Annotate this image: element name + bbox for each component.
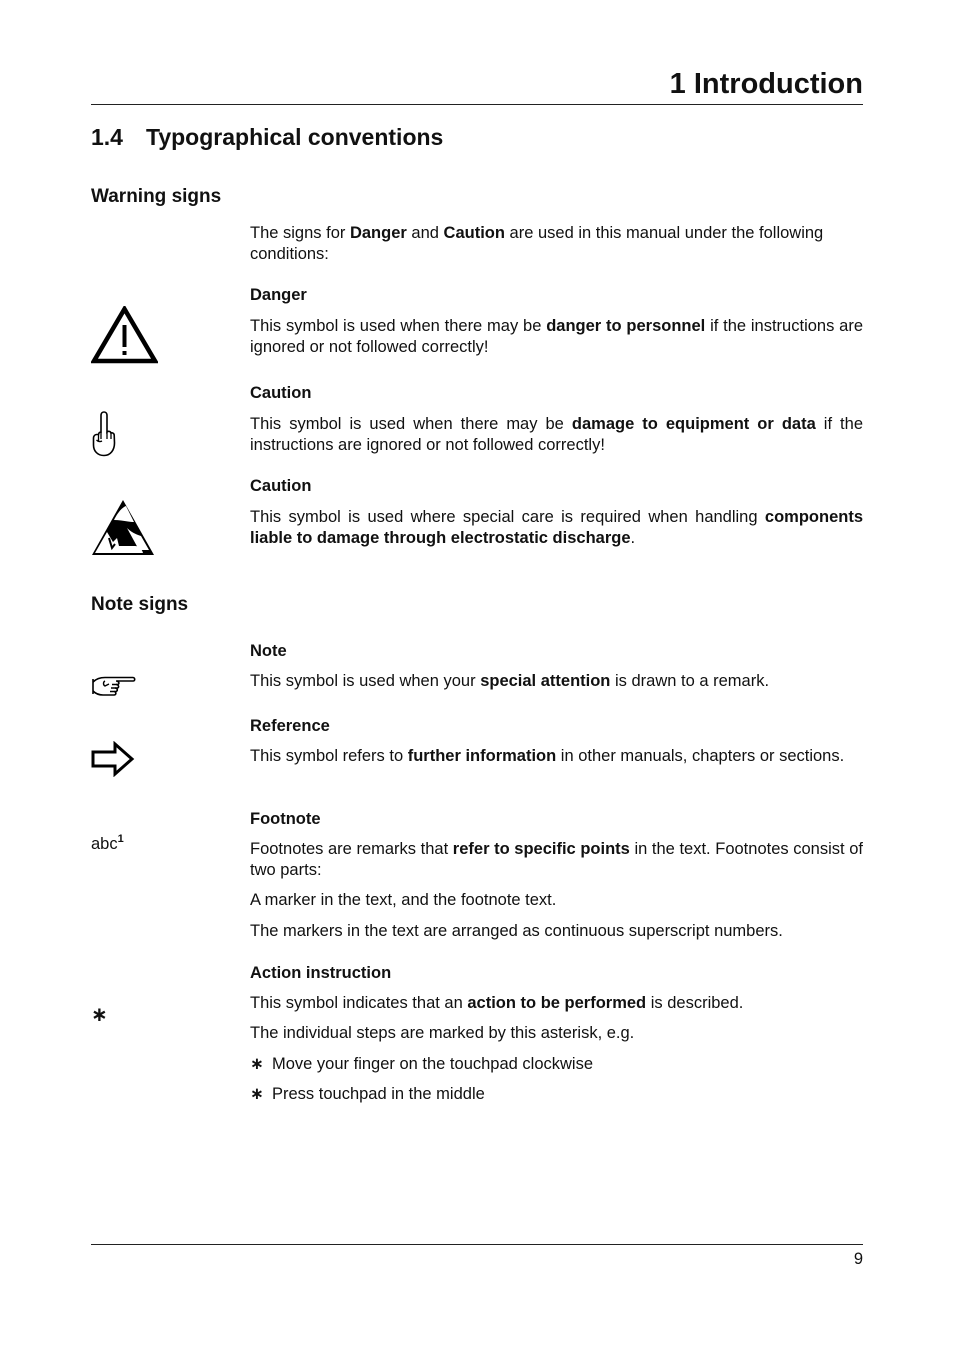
footnote-bold: refer to specific points xyxy=(452,840,630,858)
note-text: is drawn to a remark. xyxy=(610,672,770,690)
note-signs-heading: Note signs xyxy=(91,594,189,615)
footnote-marker-text: abc xyxy=(91,835,118,853)
intro-text: and xyxy=(406,224,444,242)
action-text: This symbol indicates that an xyxy=(250,994,468,1012)
esd-bold: components liable to damage through electrostatic discharge xyxy=(250,508,863,547)
raised-finger-hand-icon xyxy=(91,410,117,458)
danger-text: if the instructions are ignored or not followed correctly! xyxy=(250,317,863,356)
footnote-marker-sup: 1 xyxy=(117,833,124,845)
warning-triangle-icon xyxy=(91,306,158,364)
reference-description xyxy=(250,746,863,767)
warning-intro xyxy=(250,223,863,264)
footnote-text: Footnotes are remarks that xyxy=(250,840,453,858)
intro-text: are used in this manual under the following conditions: xyxy=(250,224,824,263)
caution-bold: damage to equipment or data xyxy=(571,415,816,433)
outline-arrow-right-icon xyxy=(91,741,135,777)
footnote-description xyxy=(250,839,863,880)
intro-bold-caution: Caution xyxy=(443,224,505,242)
caution-text: This symbol is used when there may be xyxy=(250,415,572,433)
section-title xyxy=(91,122,443,152)
list-item xyxy=(250,1054,863,1075)
reference-heading: Reference xyxy=(250,717,330,735)
reference-text: in other manuals, chapters or sections. xyxy=(556,747,845,765)
footnote-marker-example xyxy=(91,829,124,854)
page-number: 9 xyxy=(853,1250,863,1268)
esd-warning-icon xyxy=(91,498,155,556)
footnote-paragraph-2: A marker in the text, and the footnote text. xyxy=(250,891,557,909)
intro-bold-danger: Danger xyxy=(349,224,407,242)
note-text: This symbol is used when your xyxy=(250,672,481,690)
footnote-heading: Footnote xyxy=(250,810,321,828)
action-text: is described. xyxy=(646,994,744,1012)
caution-esd-heading: Caution xyxy=(250,477,312,495)
step-text: Move your finger on the touchpad clockwise xyxy=(272,1055,594,1073)
reference-text: This symbol refers to xyxy=(250,747,408,765)
asterisk-icon: ∗ xyxy=(91,1004,108,1026)
action-description xyxy=(250,993,863,1014)
caution-esd-description xyxy=(250,507,863,548)
action-bold: action to be performed xyxy=(467,994,647,1012)
note-bold: special attention xyxy=(480,672,611,690)
asterisk-bullet-icon: ∗ xyxy=(250,1055,264,1073)
note-heading: Note xyxy=(250,642,287,660)
danger-description xyxy=(250,316,863,357)
footnote-text: in the text. Footnotes consist of two parts: xyxy=(250,840,863,879)
section-title-text: Typographical conventions xyxy=(146,124,444,150)
step-text: Press touchpad in the middle xyxy=(272,1085,485,1103)
esd-text: . xyxy=(630,528,636,547)
pointing-hand-icon xyxy=(91,673,137,699)
list-item xyxy=(250,1084,863,1105)
danger-heading: Danger xyxy=(250,286,307,304)
reference-bold: further information xyxy=(407,747,557,765)
intro-text: The signs for xyxy=(250,224,350,242)
chapter-title: 1 Introduction xyxy=(669,68,863,100)
header-rule xyxy=(91,104,863,105)
esd-text: This symbol is used where special care is required when handling xyxy=(250,508,765,526)
caution-heading: Caution xyxy=(250,384,312,402)
warning-signs-heading: Warning signs xyxy=(91,186,222,207)
note-description xyxy=(250,671,863,692)
footer-rule xyxy=(91,1244,863,1245)
section-number: 1.4 xyxy=(91,124,123,150)
danger-bold: danger to personnel xyxy=(546,317,706,335)
caution-text: if the instructions are ignored or not followed correctly! xyxy=(250,415,863,454)
asterisk-bullet-icon: ∗ xyxy=(250,1085,264,1103)
caution-equipment-description xyxy=(250,414,863,455)
action-paragraph-2: The individual steps are marked by this asterisk, e.g. xyxy=(250,1024,635,1042)
action-heading: Action instruction xyxy=(250,964,392,982)
danger-text: This symbol is used when there may be xyxy=(250,317,547,335)
footnote-paragraph-3: The markers in the text are arranged as continuous superscript numbers. xyxy=(250,922,783,940)
